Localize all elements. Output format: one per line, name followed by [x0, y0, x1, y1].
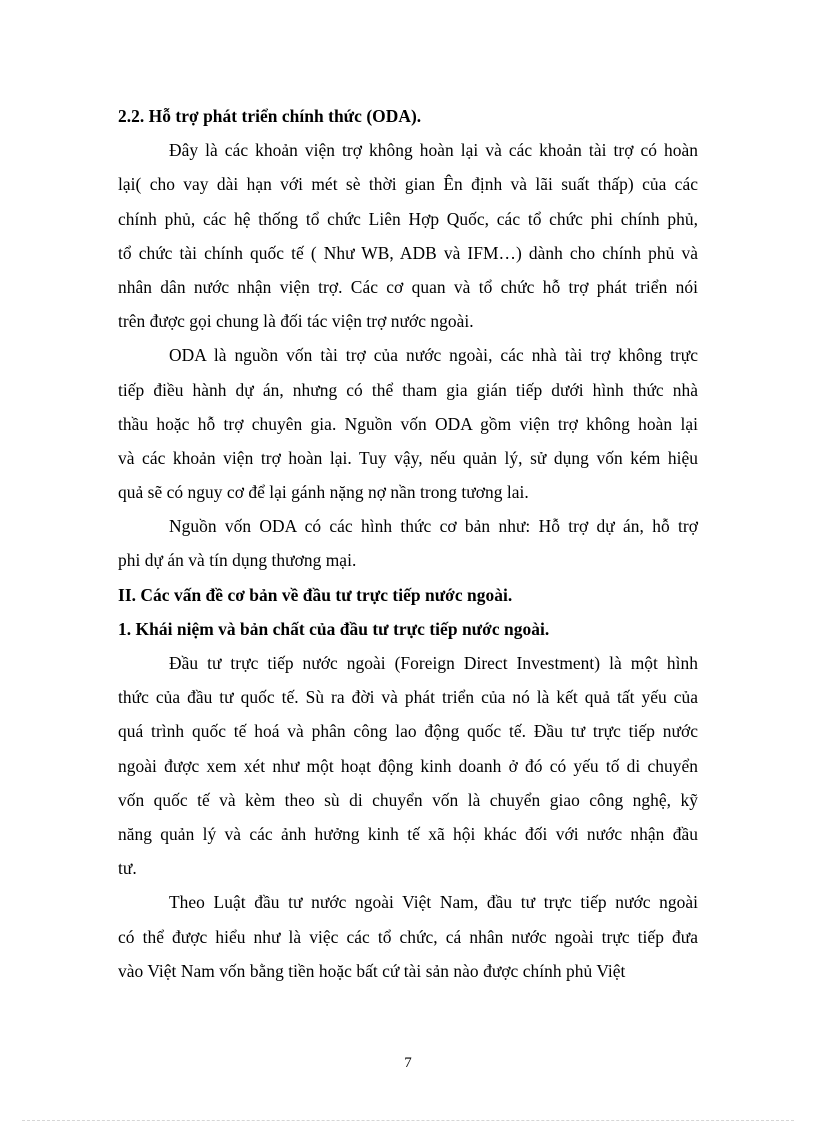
paragraph-line: Theo Luật đầu tư nước ngoài Việt Nam, đầu tư trực tiếp nước ngoài [169, 892, 698, 913]
page-bottom-divider [22, 1120, 794, 1121]
paragraph-line: tổ chức tài chính quốc tế ( Như WB, ADB và IFM…) dành cho chính phủ và [118, 242, 698, 263]
paragraph-oda-source [118, 338, 698, 509]
heading-oda: 2.2. Hỗ trợ phát triển chính thức (ODA). [118, 106, 422, 126]
page-number: 7 [404, 1055, 412, 1071]
paragraph-line: vào Việt Nam vốn bằng tiền hoặc bất cứ tài sản nào được chính phủ Việt [118, 960, 626, 981]
document-page [118, 99, 698, 988]
paragraph-oda-definition [118, 133, 698, 338]
paragraph-fdi-definition [118, 646, 698, 885]
paragraph-line: có thể được hiểu như là việc các tổ chức, cá nhân nước ngoài trực tiếp đưa [118, 926, 698, 947]
heading-section-2-1: 1. Khái niệm và bản chất của đầu tư trực tiếp nước ngoài. [118, 618, 550, 639]
paragraph-fdi-law [118, 885, 698, 988]
paragraph-line: quá trình quốc tế hoá và phân công lao động quốc tế. Đầu tư trực tiếp nước [118, 721, 698, 742]
paragraph-line: năng quản lý và các ảnh hưởng kinh tế xã hội khác đối với nước nhận đầu [118, 823, 698, 844]
paragraph-line: tư. [118, 858, 137, 879]
paragraph-line: phi dự án và tín dụng thương mại. [118, 550, 357, 571]
paragraph-line: Đầu tư trực tiếp nước ngoài (Foreign Direct Investment) là một hình [169, 653, 698, 673]
paragraph-line: quả sẽ có nguy cơ để lại gánh nặng nợ nần trong tương lai. [118, 482, 529, 503]
paragraph-line: chính phủ, các hệ thống tổ chức Liên Hợp Quốc, các tổ chức phi chính phủ, [118, 208, 698, 229]
paragraph-line: Đây là các khoản viện trợ không hoàn lại và các khoản tài trợ có hoàn [169, 140, 698, 161]
paragraph-line: ngoài được xem xét như một hoạt động kinh doanh ở đó có yếu tố di chuyển [118, 755, 698, 776]
heading-section-2: II. Các vấn đề cơ bản về đầu tư trực tiếp nước ngoài. [118, 584, 513, 605]
paragraph-line: Nguồn vốn ODA có các hình thức cơ bản như: Hỗ trợ dự án, hỗ trợ [169, 516, 698, 537]
paragraph-line: thầu hoặc hỗ trợ chuyên gia. Nguồn vốn ODA gồm viện trợ không hoàn lại [118, 413, 698, 434]
paragraph-line: trên được gọi chung là đối tác viện trợ nước ngoài. [118, 311, 474, 332]
paragraph-oda-forms [118, 509, 698, 577]
paragraph-line: ODA là nguồn vốn tài trợ của nước ngoài, các nhà tài trợ không trực [169, 345, 698, 366]
paragraph-line: tiếp điều hành dự án, nhưng có thể tham gia gián tiếp dưới hình thức nhà [118, 379, 698, 400]
paragraph-line: nhân dân nước nhận viện trợ. Các cơ quan và tổ chức hỗ trợ phát triển nói [118, 276, 698, 297]
paragraph-line: vốn quốc tế và kèm theo sù di chuyển vốn là chuyển giao công nghệ, kỹ [118, 789, 698, 810]
paragraph-line: lại( cho vay dài hạn với mét sè thời gian Ên định và lãi suất thấp) của các [118, 174, 698, 195]
paragraph-line: thức của đầu tư quốc tế. Sù ra đời và phát triển của nó là kết quả tất yếu của [118, 687, 698, 708]
paragraph-line: và các khoản viện trợ hoàn lại. Tuy vậy, nếu quản lý, sử dụng vốn kém hiệu [118, 447, 698, 468]
